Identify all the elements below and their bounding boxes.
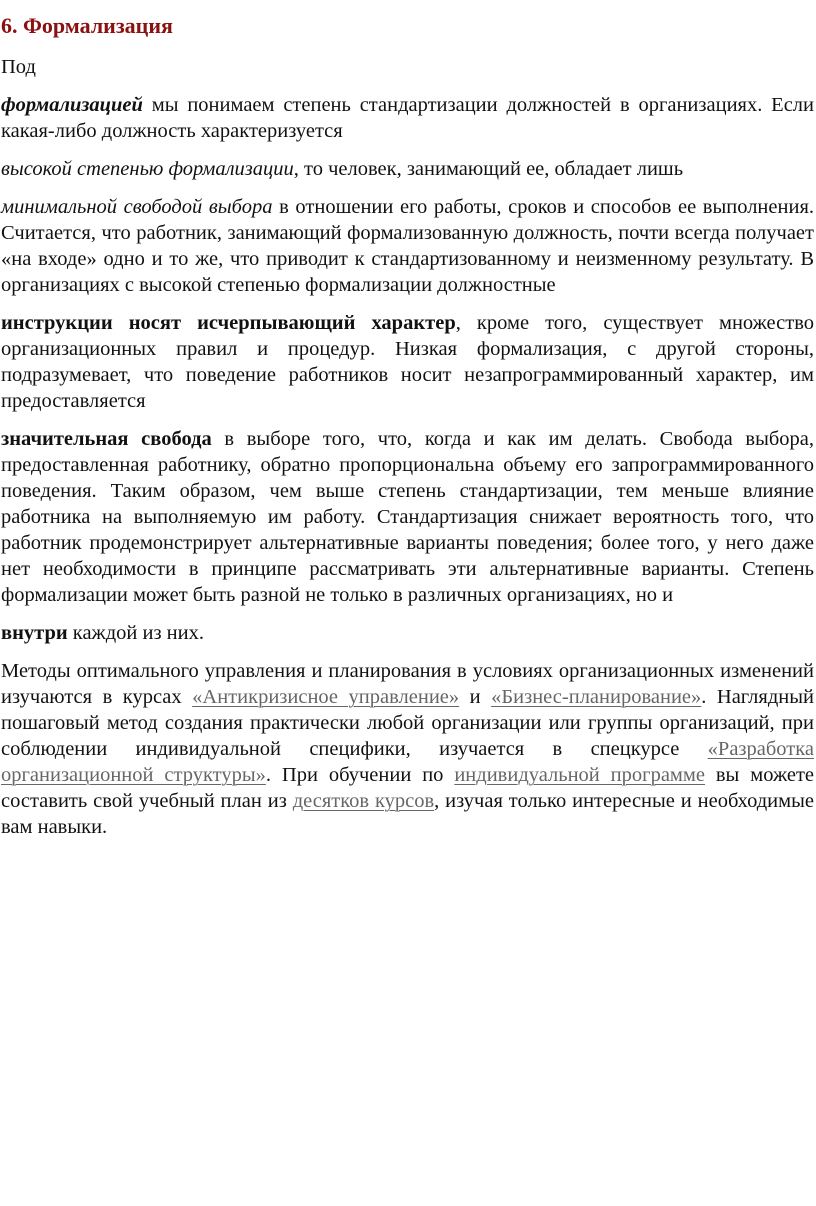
paragraph-7 xyxy=(1,620,814,646)
link-anticrisis-management[interactable]: «Антикризисное управление» xyxy=(192,686,460,708)
paragraph-8: Методы оптимального управления и планирования в условиях организационных изменений изучаются в курсах «Антикризисное управление» и «Бизнес-планирование». Наглядный пошаговый метод создания практически любой организации или группы организаций, при соблюдении индивидуальной специфики, изучается в спецкурсе «Разработка организационной структуры». При обучении по индивидуальной программе вы можете составить свой учебный план из десятков курсов, изучая только интересные и необходимые вам навыки. xyxy=(1,660,814,838)
paragraph-3-text: , то человек, занимающий ее, обладает лишь xyxy=(293,158,684,180)
term-inside: внутри xyxy=(1,622,68,644)
term-significant-freedom: значительная свобода xyxy=(1,428,212,450)
link-dozens-of-courses[interactable]: десятков курсов xyxy=(292,790,435,812)
paragraph-7-text: каждой из них. xyxy=(67,622,204,644)
paragraph-2 xyxy=(1,92,814,144)
paragraph-3 xyxy=(1,156,814,182)
paragraph-1-text: Под xyxy=(1,56,36,78)
paragraph-4-text: в отношении его работы, сроков и способов ее выполнения. Считается, что работник, занимающий формализованную должность, почти всегда получает «на входе» одно и то же, что приводит к стандартизованному и неизменному результату. В организациях с высокой степенью формализации должностные xyxy=(1,196,814,296)
term-formalization: формализацией xyxy=(1,94,143,116)
paragraph-5-text: , кроме того, существует множество организационных правил и процедур. Низкая формализация, с другой стороны, подразумевает, что поведение работников носит незапрограммированный характер, им предоставляется xyxy=(1,312,814,412)
link-individual-program[interactable]: индивидуальной программе xyxy=(454,764,705,786)
section-heading: 6. Формализация xyxy=(1,13,173,38)
term-instructions: инструкции носят исчерпывающий характер xyxy=(1,312,456,334)
paragraph-4 xyxy=(1,194,814,298)
paragraph-5 xyxy=(1,310,814,414)
paragraph-6 xyxy=(1,426,814,608)
paragraph-6-text: в выборе того, что, когда и как им делать. Свобода выбора, предоставленная работнику, обратно пропорциональна объему его запрограммированного поведения. Таким образом, чем выше степень стандартизации, тем меньше влияние работника на выполняемую им работу. Стандартизация снижает вероятность того, что работник продемонстрирует альтернативные варианты поведения; более того, у него даже нет необходимости в принципе рассматривать эти альтернативные варианты. Степень формализации может быть разной не только в различных организациях, но и xyxy=(1,428,814,606)
term-high-formalization: высокой степенью формализации xyxy=(1,158,294,180)
paragraph-2-text: мы понимаем степень стандартизации должностей в организациях. Если какая-либо должность характеризуется xyxy=(1,94,814,142)
term-minimal-freedom: минимальной свободой выбора xyxy=(1,196,273,218)
link-org-structure-development[interactable]: «Разработка организационной структуры» xyxy=(1,738,814,786)
link-business-planning[interactable]: «Бизнес-планирование» xyxy=(491,686,702,708)
paragraph-1 xyxy=(1,54,814,80)
